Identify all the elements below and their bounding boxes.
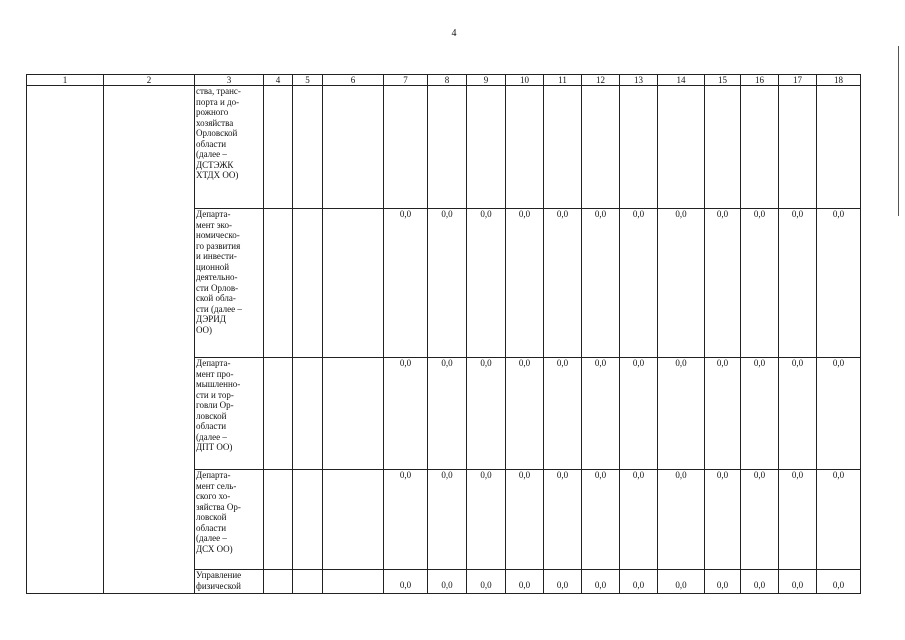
value-cell	[620, 86, 658, 209]
value-cell	[506, 86, 544, 209]
organization-name-line: и инвести-	[196, 251, 237, 261]
column-header: 6	[323, 75, 384, 86]
value-cell	[544, 86, 582, 209]
value-cell: 0,0	[705, 570, 741, 594]
column-header: 11	[544, 75, 582, 86]
value-cell: 0,0	[658, 209, 705, 358]
col-6-cell	[323, 209, 384, 358]
organization-name-line: (далее –	[196, 431, 227, 442]
value-cell	[779, 86, 817, 209]
value-cell: 0,0	[620, 470, 658, 570]
organization-name-line: рожного	[196, 107, 229, 117]
value-cell: 0,0	[741, 358, 779, 470]
organization-name-cell	[195, 470, 264, 570]
organization-name-line: деятельно-	[196, 272, 238, 282]
organization-name-line: ДЭРИД	[196, 314, 226, 324]
organization-name-line: ДСТЭЖК	[196, 159, 234, 170]
organization-name-line: мышленно-	[196, 379, 241, 389]
column-header: 16	[741, 75, 779, 86]
organization-name-line: говли Ор-	[196, 400, 234, 410]
column-header: 8	[428, 75, 467, 86]
organization-name-line: ДСХ ОО)	[196, 543, 233, 554]
value-cell: 0,0	[741, 570, 779, 594]
value-cell: 0,0	[544, 209, 582, 358]
value-cell: 0,0	[467, 358, 506, 470]
value-cell: 0,0	[620, 358, 658, 470]
scan-edge-line	[898, 46, 899, 216]
organization-name-line: мент эко-	[196, 219, 232, 230]
organization-name-line: области	[196, 421, 227, 431]
column-header: 14	[658, 75, 705, 86]
value-cell: 0,0	[544, 358, 582, 470]
value-cell	[817, 86, 861, 209]
value-cell	[384, 86, 428, 209]
value-cell: 0,0	[817, 209, 861, 358]
column-header: 18	[817, 75, 861, 86]
organization-name-line: ОО)	[196, 324, 212, 335]
organization-name-line: ского хо-	[196, 491, 231, 501]
column-header: 9	[467, 75, 506, 86]
value-cell: 0,0	[705, 470, 741, 570]
value-cell	[741, 86, 779, 209]
value-cell: 0,0	[428, 358, 467, 470]
value-cell: 0,0	[705, 209, 741, 358]
organization-name-line: порта и до-	[196, 96, 240, 107]
col-6-cell	[323, 570, 384, 594]
col-4-cell	[264, 86, 293, 209]
value-cell: 0,0	[582, 358, 620, 470]
value-cell: 0,0	[467, 570, 506, 594]
organization-name-cell	[195, 86, 264, 209]
value-cell: 0,0	[384, 358, 428, 470]
column-header: 1	[27, 75, 104, 86]
value-cell: 0,0	[428, 209, 467, 358]
column-header: 4	[264, 75, 293, 86]
column-header: 13	[620, 75, 658, 86]
col-6-cell	[323, 358, 384, 470]
organization-name-line: (далее –	[196, 149, 227, 159]
organization-name-line: мент сель-	[196, 480, 237, 491]
value-cell: 0,0	[506, 358, 544, 470]
organization-name-line: Департа-	[196, 209, 231, 219]
column-header: 5	[293, 75, 323, 86]
column-header: 7	[384, 75, 428, 86]
organization-name-line: хозяйства	[196, 117, 234, 128]
value-cell: 0,0	[779, 358, 817, 470]
organization-name-cell	[195, 570, 264, 594]
organization-name-line: Департа-	[196, 358, 231, 368]
column-header: 3	[195, 75, 264, 86]
col-2-cell	[104, 86, 195, 594]
col-1-cell	[27, 86, 104, 594]
organization-name-line: сти (далее –	[196, 303, 242, 314]
value-cell: 0,0	[428, 570, 467, 594]
page-number: 4	[451, 28, 457, 39]
column-header: 12	[582, 75, 620, 86]
organization-name-line: мент про-	[196, 368, 234, 379]
col-4-cell	[264, 470, 293, 570]
organization-name-line: ской обла-	[196, 293, 236, 303]
value-cell	[658, 86, 705, 209]
value-cell: 0,0	[582, 470, 620, 570]
value-cell: 0,0	[817, 470, 861, 570]
column-header: 15	[705, 75, 741, 86]
organization-name-line: сти и тор-	[196, 389, 234, 400]
value-cell: 0,0	[384, 470, 428, 570]
organization-name-line: ДПТ ОО)	[196, 442, 233, 452]
value-cell: 0,0	[779, 470, 817, 570]
value-cell: 0,0	[384, 209, 428, 358]
value-cell	[582, 86, 620, 209]
organization-name-line: номическо-	[196, 230, 240, 240]
table-header-row	[27, 75, 861, 86]
value-cell: 0,0	[817, 570, 861, 594]
col-6-cell	[323, 470, 384, 570]
organization-name-line: ловской	[196, 410, 227, 421]
col-5-cell	[293, 358, 323, 470]
value-cell: 0,0	[779, 209, 817, 358]
col-5-cell	[293, 570, 323, 594]
value-cell: 0,0	[741, 470, 779, 570]
organization-name-line: ства, транс-	[196, 86, 241, 96]
value-cell: 0,0	[779, 570, 817, 594]
value-cell	[705, 86, 741, 209]
organization-name-line: области	[196, 138, 227, 149]
value-cell: 0,0	[658, 570, 705, 594]
value-cell: 0,0	[506, 570, 544, 594]
value-cell: 0,0	[544, 470, 582, 570]
value-cell: 0,0	[582, 209, 620, 358]
organization-name-line: (далее –	[196, 533, 227, 543]
col-4-cell	[264, 209, 293, 358]
value-cell	[467, 86, 506, 209]
value-cell: 0,0	[620, 570, 658, 594]
organization-name-line: зяйства Ор-	[196, 501, 241, 512]
organization-name-line: ционной	[196, 261, 230, 272]
value-cell: 0,0	[384, 570, 428, 594]
value-cell: 0,0	[467, 470, 506, 570]
column-header: 17	[779, 75, 817, 86]
budget-table	[26, 74, 861, 594]
organization-name-cell	[195, 358, 264, 470]
organization-name-line: Управление	[196, 570, 242, 580]
column-header: 10	[506, 75, 544, 86]
value-cell: 0,0	[428, 470, 467, 570]
organization-name-line: сти Орлов-	[196, 282, 239, 293]
organization-name-line: Орловской	[196, 128, 238, 138]
value-cell: 0,0	[817, 358, 861, 470]
col-5-cell	[293, 470, 323, 570]
organization-name-cell	[195, 209, 264, 358]
value-cell: 0,0	[658, 358, 705, 470]
value-cell: 0,0	[705, 358, 741, 470]
value-cell: 0,0	[582, 570, 620, 594]
col-4-cell	[264, 570, 293, 594]
value-cell	[428, 86, 467, 209]
value-cell: 0,0	[467, 209, 506, 358]
value-cell: 0,0	[741, 209, 779, 358]
value-cell: 0,0	[658, 470, 705, 570]
table-row	[27, 86, 861, 209]
col-5-cell	[293, 86, 323, 209]
organization-name-line: Департа-	[196, 470, 231, 480]
value-cell: 0,0	[506, 209, 544, 358]
value-cell: 0,0	[506, 470, 544, 570]
organization-name-line: ХТДХ ОО)	[196, 170, 239, 180]
organization-name-line: ловской	[196, 512, 227, 522]
col-4-cell	[264, 358, 293, 470]
value-cell: 0,0	[620, 209, 658, 358]
column-header: 2	[104, 75, 195, 86]
col-5-cell	[293, 209, 323, 358]
col-6-cell	[323, 86, 384, 209]
organization-name-line: области	[196, 522, 227, 533]
value-cell: 0,0	[544, 570, 582, 594]
organization-name-line: го развития	[196, 240, 241, 251]
organization-name-line: физической	[196, 580, 241, 591]
